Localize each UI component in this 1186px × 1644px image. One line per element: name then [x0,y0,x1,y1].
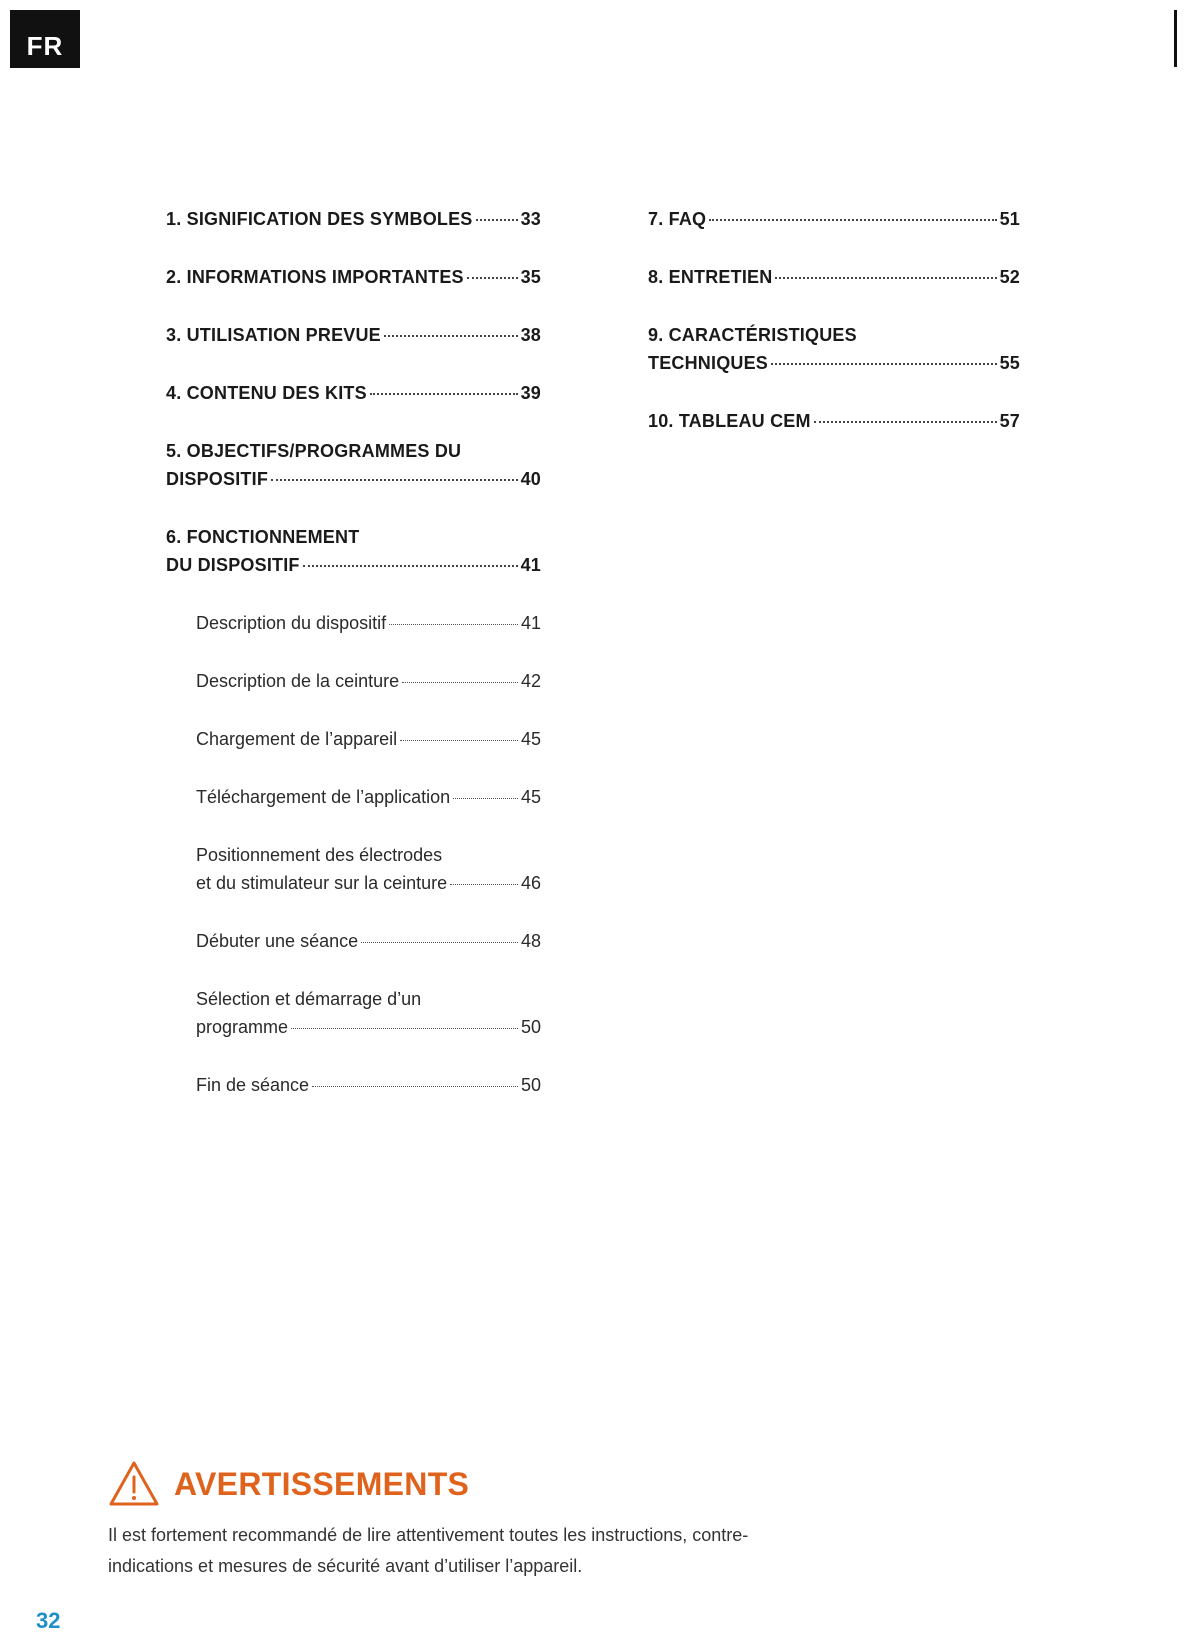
warning-section [108,1460,828,1582]
toc-page-number: 50 [520,1017,541,1037]
toc-entry-title: Téléchargement de l’application [196,787,451,807]
toc-entry-title: 4. CONTENU DES KITS [166,383,367,403]
toc-page-number: 41 [520,555,541,575]
toc-entry-title: 2. INFORMATIONS IMPORTANTES [166,267,464,287]
toc-page-number: 35 [520,267,541,287]
dot-leader [370,393,518,395]
toc-entry-line [196,667,541,695]
toc-subsection-entry[interactable] [196,667,541,695]
toc-subsection-entry[interactable] [196,1071,541,1099]
toc-page-number: 38 [520,325,541,345]
toc-entry-title: 3. UTILISATION PREVUE [166,325,381,345]
toc-section-entry[interactable] [648,321,1020,377]
toc-entry-title: 7. FAQ [648,209,707,229]
toc-entry-line [196,1013,541,1041]
toc-entry-title-line: Sélection et démarrage d’un [196,989,422,1009]
toc-section-entry[interactable] [166,437,541,493]
toc-entry-line [648,205,1020,233]
toc-subsection-entry[interactable] [196,783,541,811]
toc-entry-line [196,1071,541,1099]
toc-left-column [166,205,541,1129]
toc-page-number: 52 [999,267,1020,287]
toc-entry-title: TECHNIQUES [648,353,769,373]
toc-page-number: 45 [520,729,541,749]
toc-entry-title: 8. ENTRETIEN [648,267,773,287]
toc-entry-title: Débuter une séance [196,931,359,951]
toc-subsection-entry[interactable] [196,725,541,753]
dot-leader [476,219,518,221]
toc-entry-title-line: 5. OBJECTIFS/PROGRAMMES DU [166,441,462,461]
warning-triangle-icon [108,1460,160,1508]
dot-leader [361,942,518,943]
toc-right-column [648,205,1020,465]
toc-entry-line [196,725,541,753]
toc-page-number: 45 [520,787,541,807]
toc-page-number: 33 [520,209,541,229]
toc-entry-title: DISPOSITIF [166,469,269,489]
dot-leader [775,277,996,279]
toc-section-entry[interactable] [166,263,541,291]
dot-leader [271,479,518,481]
dot-leader [389,624,518,625]
toc-page-number: 51 [999,209,1020,229]
toc-entry-title: 1. SIGNIFICATION DES SYMBOLES [166,209,473,229]
toc-subsection-entry[interactable] [196,985,541,1041]
page-number: 32 [36,1608,61,1633]
toc-entry-title-line: 9. CARACTÉRISTIQUES [648,325,857,345]
language-tab [10,10,80,68]
toc-entry-title: Description du dispositif [196,613,387,633]
toc-entry-line [166,465,541,493]
toc-subsection-entry[interactable] [196,609,541,637]
dot-leader [709,219,996,221]
toc-section-entry[interactable] [648,407,1020,435]
toc-page-number: 57 [999,411,1020,431]
warning-text: Il est fortement recommandé de lire attentivement toutes les instructions, contre-indications et mesures de sécurité avant d’utiliser l’appareil. [108,1525,749,1576]
toc-section-entry[interactable] [166,205,541,233]
toc-entry-line [648,407,1020,435]
toc-page-number: 40 [520,469,541,489]
dot-leader [312,1086,518,1087]
dot-leader [384,335,518,337]
toc-page-number: 42 [520,671,541,691]
toc-page-number: 50 [520,1075,541,1095]
toc-entry-line [196,927,541,955]
toc-entry-title-line: 6. FONCTIONNEMENT [166,527,360,547]
toc-entry-line [196,609,541,637]
toc-section-entry[interactable] [166,321,541,349]
page-edge-marker [1174,10,1177,67]
warning-title: AVERTISSEMENTS [174,1465,470,1502]
language-label: FR [26,31,64,61]
dot-leader [453,798,518,799]
toc-entry-title: programme [196,1017,289,1037]
toc-page-number: 41 [520,613,541,633]
toc-entry-title-line: Positionnement des électrodes [196,845,443,865]
toc-entry-line [196,869,541,897]
dot-leader [400,740,518,741]
toc-page-number: 39 [520,383,541,403]
toc-entry-title: DU DISPOSITIF [166,555,300,575]
toc-entry-title: 10. TABLEAU CEM [648,411,811,431]
dot-leader [771,363,997,365]
toc-entry-line [648,349,1020,377]
toc-entry-title: Description de la ceinture [196,671,400,691]
toc-entry-line [166,263,541,291]
toc-entry-line [648,263,1020,291]
toc-page-number: 48 [520,931,541,951]
toc-subsection-entry[interactable] [196,841,541,897]
toc-section-entry[interactable] [648,205,1020,233]
dot-leader [303,565,518,567]
dot-leader [467,277,518,279]
toc-entry-line [166,379,541,407]
toc-subsection-entry[interactable] [196,927,541,955]
dot-leader [450,884,518,885]
toc-section-entry[interactable] [648,263,1020,291]
toc-entry-line [166,321,541,349]
toc-page-number: 46 [520,873,541,893]
toc-entry-title: Chargement de l’appareil [196,729,398,749]
toc-entry-title: et du stimulateur sur la ceinture [196,873,448,893]
toc-entry-title: Fin de séance [196,1075,310,1095]
dot-leader [402,682,518,683]
toc-section-entry[interactable] [166,379,541,407]
dot-leader [291,1028,518,1029]
toc-entry-line [166,205,541,233]
toc-section-entry[interactable] [166,523,541,579]
dot-leader [814,421,997,423]
toc-entry-line [166,551,541,579]
toc-entry-line [196,783,541,811]
toc-page-number: 55 [999,353,1020,373]
